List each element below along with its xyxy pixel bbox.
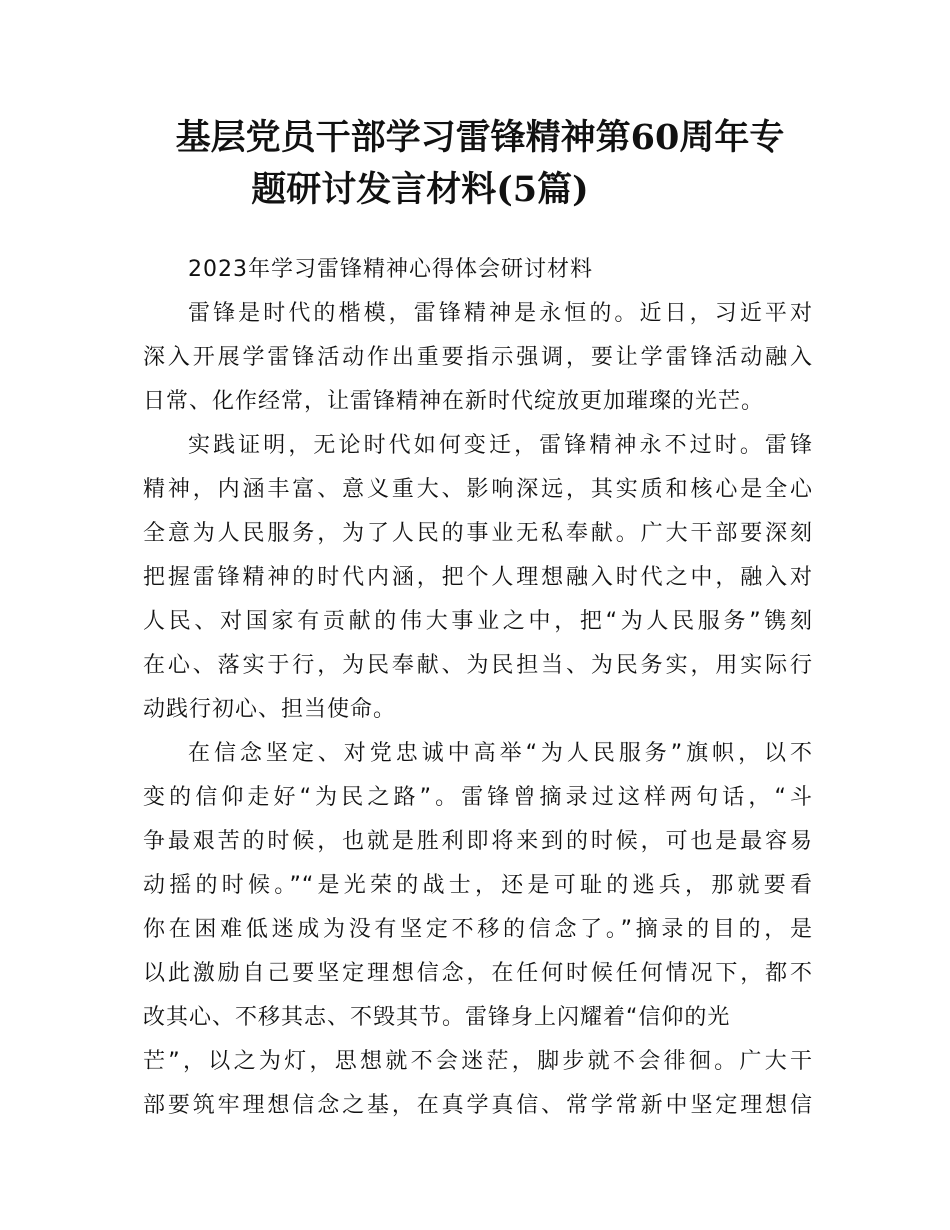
document-body <box>143 248 813 1128</box>
paragraph-line: 深入开展学雷锋活动作出重要指示强调，要让学雷锋活动融入 <box>143 345 813 370</box>
section-subtitle: 2023年学习雷锋精神心得体会研讨材料 <box>188 257 593 282</box>
paragraph-line: 芒”，以之为灯，思想就不会迷茫，脚步就不会徘徊。广大干 <box>143 1049 813 1074</box>
paragraph-line: 争最艰苦的时候，也就是胜利即将来到的时候，可也是最容易 <box>143 829 813 854</box>
paragraph-line: 雷锋是时代的楷模，雷锋精神是永恒的。近日，习近平对 <box>188 301 813 326</box>
paragraph-line: 动践行初心、担当使命。 <box>143 697 397 722</box>
paragraph-line: 你在困难低迷成为没有坚定不移的信念了。”摘录的目的，是 <box>143 917 813 942</box>
paragraph-2 <box>143 424 813 732</box>
paragraph-line: 变的信仰走好“为民之路”。雷锋曾摘录过这样两句话，“斗 <box>143 785 813 810</box>
paragraph-line: 人民、对国家有贡献的伟大事业之中，把“为人民服务”镌刻 <box>143 609 813 634</box>
paragraph-line: 改其心、不移其志、不毁其节。雷锋身上闪耀着“信仰的光 <box>143 1005 731 1030</box>
document-title <box>140 112 820 216</box>
paragraph-3 <box>143 732 813 1128</box>
paragraph-line: 日常、化作经常，让雷锋精神在新时代绽放更加璀璨的光芒。 <box>143 389 765 414</box>
paragraph-line: 把握雷锋精神的时代内涵，把个人理想融入时代之中，融入对 <box>143 565 813 590</box>
paragraph-line: 实践证明，无论时代如何变迁，雷锋精神永不过时。雷锋 <box>188 433 813 458</box>
paragraph-line: 在信念坚定、对党忠诚中高举“为人民服务”旗帜，以不 <box>188 741 813 766</box>
title-line-2: 题研讨发言材料(5篇) <box>251 169 589 210</box>
paragraph-line: 动摇的时候。”“是光荣的战士，还是可耻的逃兵，那就要看 <box>143 873 813 898</box>
paragraph-line: 全意为人民服务，为了人民的事业无私奉献。广大干部要深刻 <box>143 521 813 546</box>
paragraph-line: 以此激励自己要坚定理想信念，在任何时候任何情况下，都不 <box>143 961 813 986</box>
title-line-1: 基层党员干部学习雷锋精神第60周年专 <box>175 117 785 158</box>
paragraph-line: 精神，内涵丰富、意义重大、影响深远，其实质和核心是全心 <box>143 477 813 502</box>
paragraph-line: 在心、落实于行，为民奉献、为民担当、为民务实，用实际行 <box>143 653 813 678</box>
paragraph-line: 部要筑牢理想信念之基，在真学真信、常学常新中坚定理想信 <box>143 1093 813 1118</box>
paragraph-1 <box>143 292 813 424</box>
